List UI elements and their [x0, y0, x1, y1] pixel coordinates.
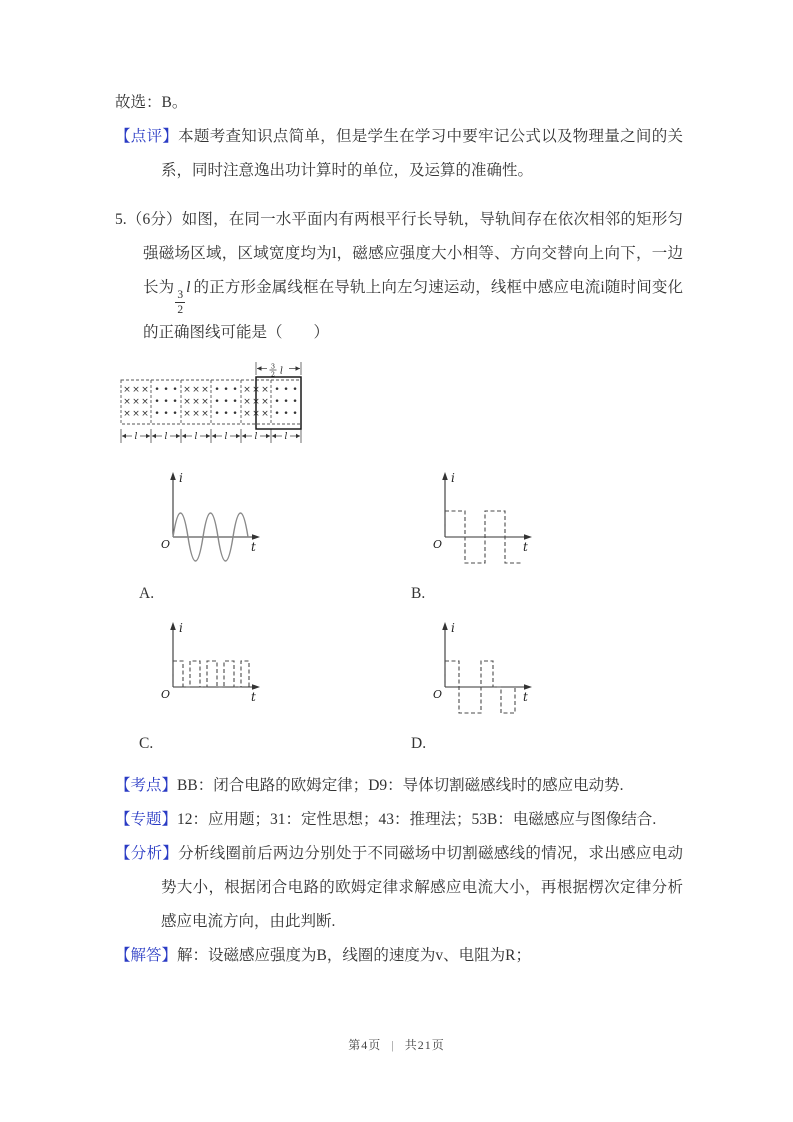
field-symbol: ×: [201, 409, 209, 420]
field-symbol: •: [172, 409, 178, 420]
field-symbol: •: [223, 409, 229, 420]
option-a-label: A.: [139, 585, 155, 603]
y-axis-arrow-icon: [442, 472, 448, 480]
fenxi-paragraph: [115, 837, 683, 939]
origin-label: O: [161, 688, 171, 702]
fraction-numerator: 3: [175, 289, 185, 303]
field-symbol: •: [232, 409, 238, 420]
x-axis-label: t: [523, 690, 528, 705]
fenxi-text: 分析线圈前后两边分别处于不同磁场中切割磁感线的情况，求出感应电动势大小，根据闭合电路的欧姆定律求解感应电流大小，再根据楞次定律分析感应电流方向，由此判断.: [161, 845, 683, 931]
x-axis-arrow-icon: [524, 685, 532, 691]
option-c-cell: [137, 613, 409, 753]
field-symbol: •: [172, 397, 178, 408]
field-symbol: ×: [243, 409, 251, 420]
field-symbols-group: [121, 380, 301, 443]
zhuanti-paragraph: [115, 803, 683, 837]
footer-current-page: 第4页: [348, 1038, 382, 1052]
jieda-text: 解：设磁感应强度为B，线圈的速度为v、电阻为R；: [177, 947, 531, 965]
field-symbol: ×: [183, 397, 191, 408]
width-arrowhead: [272, 434, 276, 438]
y-axis-label: i: [451, 621, 455, 636]
fenxi-label: 【分析】: [115, 845, 179, 863]
field-symbol: •: [154, 385, 160, 396]
field-symbol: •: [223, 385, 229, 396]
field-diagram-svg: [119, 362, 323, 450]
field-symbol: ×: [123, 397, 131, 408]
field-symbol: •: [223, 397, 229, 408]
field-symbol: ×: [261, 397, 269, 408]
field-symbol: ×: [201, 385, 209, 396]
field-symbol: ×: [132, 409, 140, 420]
graph-b: [409, 463, 579, 583]
field-symbol: •: [172, 385, 178, 396]
field-symbol: ×: [252, 385, 260, 396]
question-paragraph: [115, 203, 683, 350]
field-symbol: •: [292, 397, 298, 408]
y-axis-label: i: [451, 471, 455, 486]
graph-d: [409, 613, 579, 733]
field-symbol: •: [232, 397, 238, 408]
x-axis-arrow-icon: [252, 685, 260, 691]
option-graphs: [137, 463, 683, 753]
width-arrowhead: [152, 434, 156, 438]
document-content: [115, 86, 683, 973]
field-symbol: ×: [132, 385, 140, 396]
field-symbol: •: [283, 409, 289, 420]
field-symbol: •: [214, 409, 220, 420]
graph-c: [137, 613, 307, 733]
previous-answer-line: [115, 86, 683, 120]
field-symbol: ×: [141, 397, 149, 408]
dimension-unit: l: [280, 366, 283, 377]
right-arrowhead: [296, 367, 301, 371]
field-symbol: ×: [183, 385, 191, 396]
field-symbol: •: [163, 385, 169, 396]
field-symbol: •: [283, 397, 289, 408]
field-symbol: ×: [192, 397, 200, 408]
zhuanti-label: 【专题】: [115, 811, 178, 829]
field-symbol: ×: [201, 397, 209, 408]
width-label: l: [134, 432, 138, 443]
option-b-cell: [409, 463, 681, 603]
width-arrowhead: [266, 434, 270, 438]
width-arrowhead: [146, 434, 150, 438]
dimension-numerator: 3: [270, 362, 276, 371]
field-symbol: •: [292, 409, 298, 420]
question-text-before: 如图，在同一水平面内有两根平行长导轨，导轨间存在依次相邻的矩形匀强磁场区域，区域宽度均为l，磁感应强度大小相等、方向交替向上向下，一边长为: [143, 211, 683, 296]
dimension-denominator: 2: [270, 370, 276, 379]
question-number: 5.: [115, 211, 127, 228]
width-label: l: [254, 432, 258, 443]
width-label: l: [164, 432, 168, 443]
field-symbol: ×: [123, 409, 131, 420]
width-arrowhead: [176, 434, 180, 438]
field-symbol: •: [283, 385, 289, 396]
kaodian-text: BB：闭合电路的欧姆定律；D9：导体切割磁感线时的感应电动势.: [177, 777, 624, 795]
width-arrowhead: [296, 434, 300, 438]
width-arrowhead: [206, 434, 210, 438]
option-a-cell: [137, 463, 409, 603]
x-axis-label: t: [251, 690, 256, 705]
option-d-label: D.: [411, 735, 427, 753]
inline-fraction: [175, 289, 185, 316]
field-symbol: •: [154, 397, 160, 408]
field-symbol: •: [214, 385, 220, 396]
width-arrowhead: [236, 434, 240, 438]
origin-label: O: [433, 688, 443, 702]
field-symbol: ×: [243, 385, 251, 396]
x-axis-label: t: [523, 540, 528, 555]
field-symbol: ×: [192, 409, 200, 420]
pulse-train-curve: [173, 661, 249, 687]
magnetic-field-diagram: [119, 362, 683, 455]
origin-label: O: [161, 538, 171, 552]
field-symbol: ×: [252, 409, 260, 420]
option-b-label: B.: [411, 585, 426, 603]
left-arrowhead: [257, 367, 262, 371]
fraction-denominator: 2: [177, 304, 184, 317]
field-symbol: ×: [123, 385, 131, 396]
field-symbol: •: [274, 409, 280, 420]
footer-total-pages: 共21页: [404, 1038, 445, 1052]
field-symbol: ×: [141, 409, 149, 420]
field-symbol: •: [274, 385, 280, 396]
field-symbol: •: [274, 397, 280, 408]
graph-a: [137, 463, 307, 583]
x-axis-label: t: [251, 540, 256, 555]
width-arrowhead: [212, 434, 216, 438]
field-symbol: •: [214, 397, 220, 408]
x-axis-arrow-icon: [252, 535, 260, 541]
field-symbol: •: [154, 409, 160, 420]
width-label: l: [224, 432, 228, 443]
width-label: l: [194, 432, 198, 443]
jieda-label: 【解答】: [115, 947, 178, 965]
field-symbol: ×: [252, 397, 260, 408]
width-label: l: [284, 432, 288, 443]
field-symbol: ×: [192, 385, 200, 396]
option-d-cell: [409, 613, 681, 753]
field-symbol: ×: [261, 385, 269, 396]
kaodian-paragraph: [115, 769, 683, 803]
field-symbol: ×: [243, 397, 251, 408]
question-score: （6分）: [126, 211, 182, 228]
field-symbol: •: [292, 385, 298, 396]
y-axis-arrow-icon: [170, 472, 176, 480]
origin-label: O: [433, 538, 443, 552]
y-axis-arrow-icon: [442, 622, 448, 630]
field-symbol: •: [163, 397, 169, 408]
option-c-label: C.: [139, 735, 154, 753]
width-arrowhead: [122, 434, 126, 438]
field-symbol: •: [232, 385, 238, 396]
jieda-paragraph: [115, 939, 683, 973]
comment-label: 【点评】: [115, 128, 179, 145]
answer-choice-text: 故选：B。: [115, 94, 188, 111]
page-footer: [0, 1036, 793, 1053]
field-symbol: ×: [183, 409, 191, 420]
zhuanti-text: 12：应用题；31：定性思想；43：推理法；53B：电磁感应与图像结合.: [177, 811, 657, 829]
comment-paragraph: [115, 120, 683, 188]
comment-text: 本题考查知识点简单，但是学生在学习中要牢记公式以及物理量之间的关系，同时注意逸出功计算时的单位，及运算的准确性。: [161, 128, 683, 179]
question-text-after: 的正方形金属线框在导轨上向左匀速运动，线框中感应电流i随时间变化的正确图线可能是（ ）: [143, 279, 683, 342]
y-axis-arrow-icon: [170, 622, 176, 630]
y-axis-label: i: [179, 471, 183, 486]
field-symbol: ×: [261, 409, 269, 420]
width-arrowhead: [242, 434, 246, 438]
field-symbol: ×: [141, 385, 149, 396]
y-axis-label: i: [179, 621, 183, 636]
kaodian-label: 【考点】: [115, 777, 178, 795]
footer-separator: |: [391, 1038, 395, 1052]
x-axis-arrow-icon: [524, 535, 532, 541]
field-symbol: •: [163, 409, 169, 420]
fraction-unit: l: [186, 279, 191, 296]
field-symbol: ×: [132, 397, 140, 408]
width-arrowhead: [182, 434, 186, 438]
